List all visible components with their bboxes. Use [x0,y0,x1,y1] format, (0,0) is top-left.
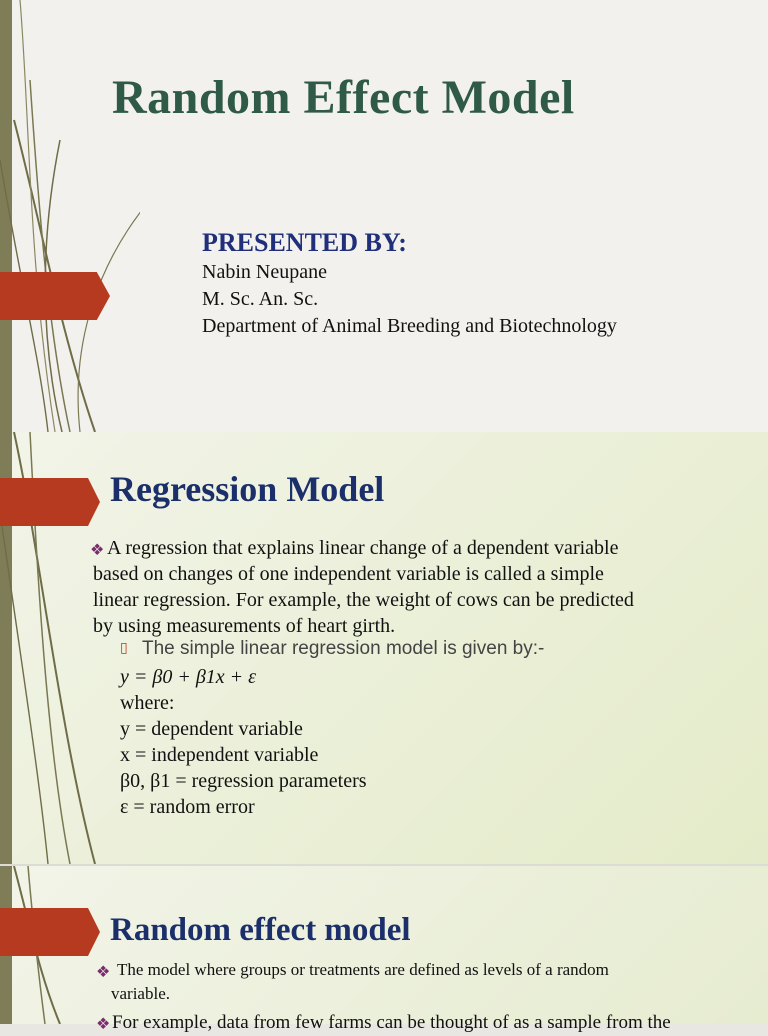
diamond-bullet-icon: ❖ [96,964,111,981]
definition-y: y = dependent variable [120,718,303,740]
random-effect-text-line-2: variable. [111,984,170,1003]
sub-bullet-text: The simple linear regression model is given by:- [142,638,545,659]
arrow-tab-icon [0,272,110,320]
regression-equation: y = β0 + β1x + ε [120,666,257,688]
regression-text-line-4: by using measurements of heart girth. [93,615,396,637]
presented-by-label: PRESENTED BY: [202,228,407,257]
definition-x: x = independent variable [120,744,319,766]
decorative-stems-icon [0,0,140,432]
sub-bullet-icon: ▯ [120,640,128,656]
random-effect-text-line-3: For example, data from few farms can be thought of as a sample from the [112,1012,671,1033]
arrow-tab-icon [0,908,100,956]
title-slide [0,0,768,432]
definition-epsilon: ε = random error [120,796,255,818]
diamond-bullet-icon: ❖ [90,542,105,559]
regression-text-line-1: A regression that explains linear change of a dependent variable [107,537,619,559]
author-name: Nabin Neupane [202,261,327,283]
author-department: Department of Animal Breeding and Biotechnology [202,315,617,337]
presentation-title: Random Effect Model [112,71,575,124]
random-effect-text-line-1: The model where groups or treatments are defined as levels of a random [117,960,609,979]
regression-text-line-2: based on changes of one independent variable is called a simple [93,563,604,585]
regression-title: Regression Model [110,469,385,509]
definition-beta: β0, β1 = regression parameters [120,770,367,792]
random-effect-title: Random effect model [110,912,411,948]
author-degree: M. Sc. An. Sc. [202,288,319,310]
sub-bullet-line [120,638,544,660]
diamond-bullet-icon: ❖ [96,1016,111,1033]
arrow-tab-icon [0,478,100,526]
regression-text-line-3: linear regression. For example, the weight of cows can be predicted [93,589,634,611]
where-label: where: [120,692,175,714]
